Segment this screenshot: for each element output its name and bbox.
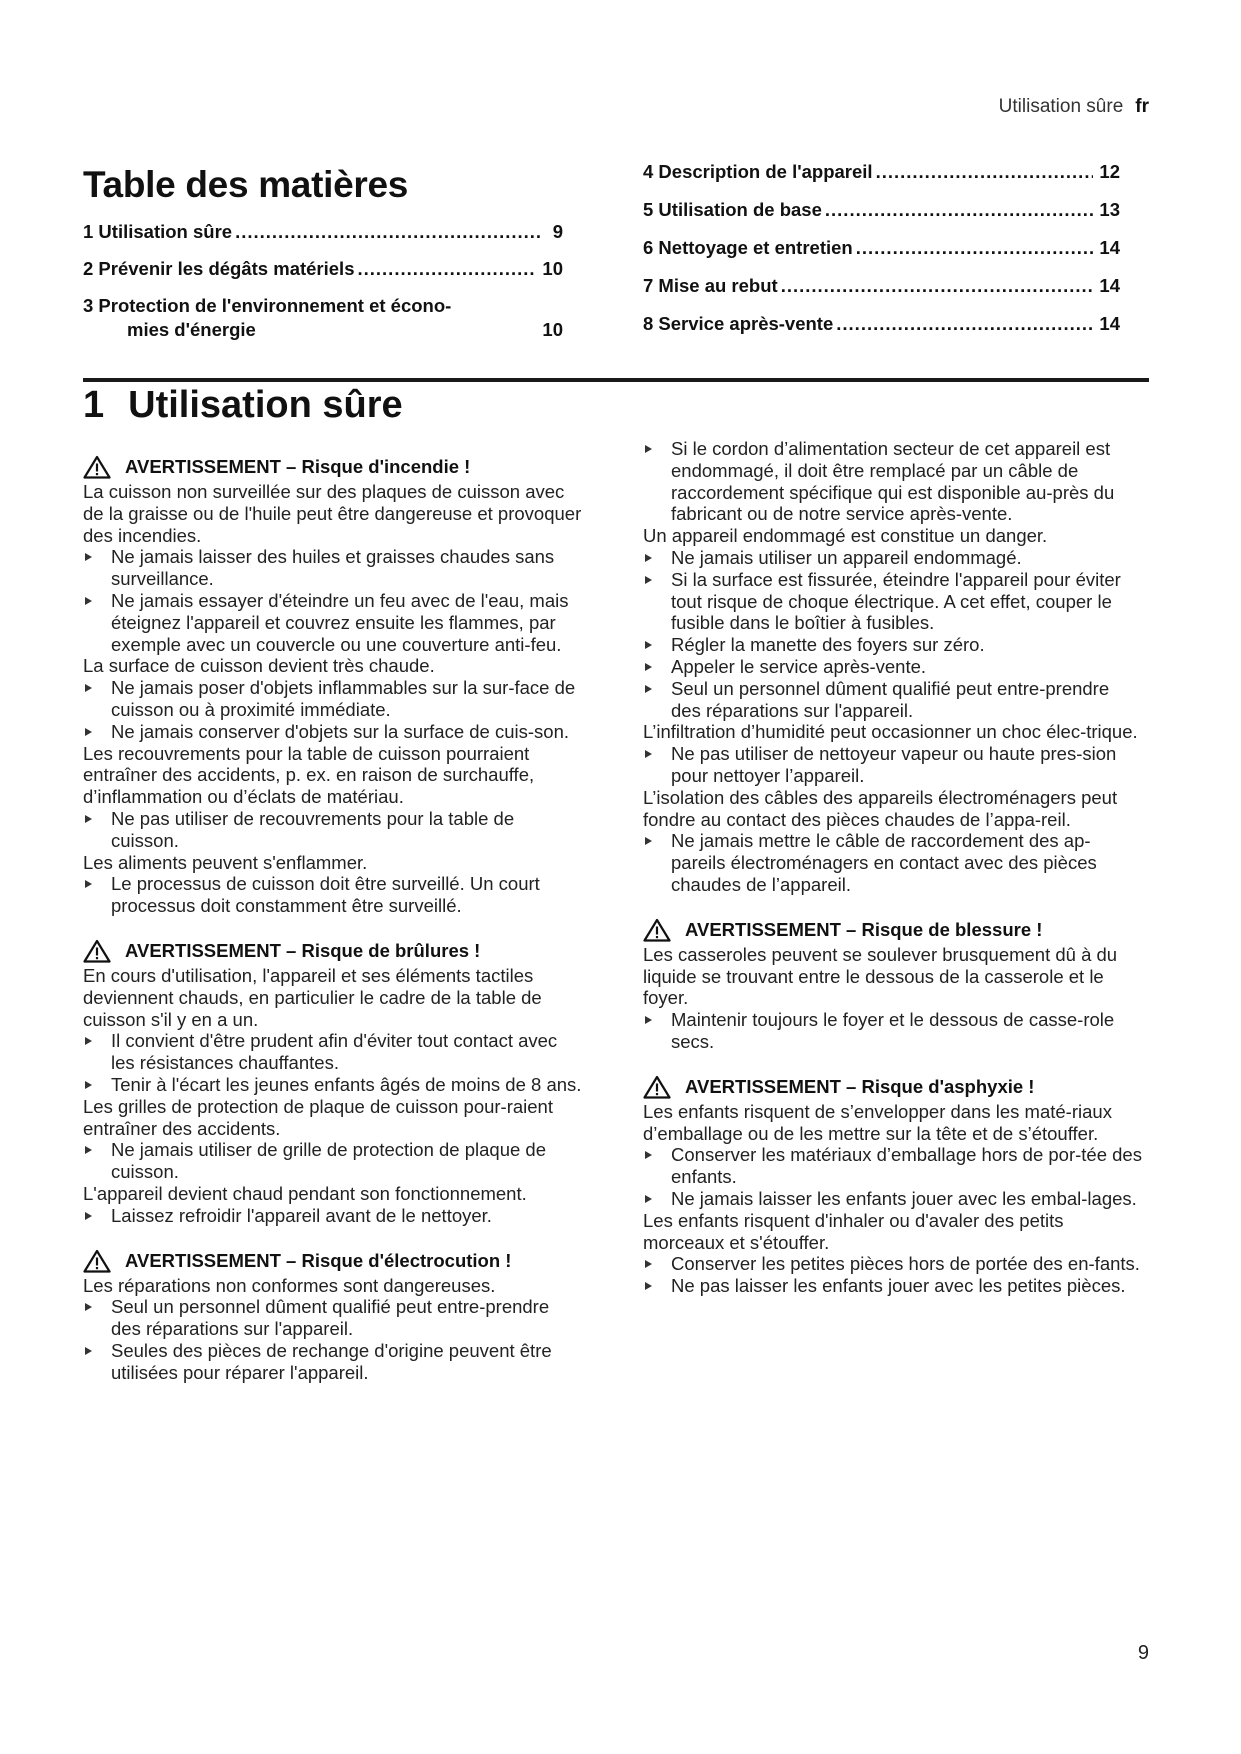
warning-title-text: AVERTISSEMENT – Risque de brûlures ! [125,940,481,962]
page-number: 9 [1137,1642,1149,1664]
bullet-item: Ne pas utiliser de nettoyeur vapeur ou haute pres-sion pour nettoyer l’appareil. [643,743,1143,787]
bullet-item: Ne jamais conserver d'objets sur la surface de cuis-son. [83,721,583,743]
warning-injury [643,918,1143,1053]
toc-entry-page: 10 [542,319,563,340]
warning-title [83,455,583,479]
toc-entry[interactable] [643,161,1120,183]
toc-entry[interactable] [643,275,1120,297]
bullet-item: Conserver les matériaux d’emballage hors de por-tée des enfants. [643,1144,1143,1188]
language-code: fr [1135,96,1149,117]
toc-entry-title: 2 Prévenir les dégâts matériels [83,258,355,279]
paragraph: La cuisson non surveillée sur des plaques de cuisson avec de la graisse ou de l'huile peut être dangereuse et provoquer des incendies. [83,481,582,546]
paragraph: Les casseroles peuvent se soulever brusquement dû à du liquide se trouvant entre le dessous de la casserole et le foyer. [643,943,1118,1009]
toc-entry-page: 14 [1099,275,1120,296]
bullet-list [83,1030,583,1095]
toc-entry-page: 13 [1099,199,1120,220]
toc-title: Table des matières [83,164,409,205]
bullet-item: Ne jamais utiliser de grille de protection de plaque de cuisson. [83,1139,583,1183]
paragraph: Les recouvrements pour la table de cuisson pourraient entraîner des accidents, p. ex. en raison de surchauffe, d’inflammation ou d’éclats de matériau. [83,742,535,808]
bullet-item: Seules des pièces de rechange d'origine peuvent être utilisées pour réparer l'appareil. [83,1340,583,1384]
toc-left-column [83,221,563,341]
toc-entry-title: 7 Mise au rebut [643,275,778,296]
bullet-list [83,546,583,655]
warning-title [643,1075,1143,1099]
toc-right-column [643,161,1120,351]
bullet-item: Ne jamais laisser les enfants jouer avec les embal-lages. [643,1188,1143,1210]
bullet-list [83,1205,583,1227]
running-header [999,96,1149,118]
bullet-item: Si le cordon d’alimentation secteur de cet appareil est endommagé, il doit être remplacé par un câble de raccordement spécifique qui est disponible au-près du fabricant ou de notre service après-vente. [643,438,1143,525]
toc-entry[interactable] [83,258,563,280]
bullet-list [83,677,583,742]
warning-fire [83,455,583,917]
toc-entry-title-cont: mies d'énergie [127,319,256,340]
bullet-item: Ne jamais poser d'objets inflammables sur la sur-face de cuisson ou à proximité immédiate. [83,677,583,721]
toc-entry-title: 8 Service après-vente [643,313,834,334]
paragraph: Les grilles de protection de plaque de cuisson pour-raient entraîner des accidents. [83,1095,553,1139]
bullet-item: Conserver les petites pièces hors de portée des en-fants. [643,1253,1143,1275]
bullet-item: Ne jamais utiliser un appareil endommagé. [643,547,1143,569]
bullet-list [83,873,583,917]
bullet-item: Ne pas utiliser de recouvrements pour la table de cuisson. [83,808,583,852]
paragraph: L’infiltration d’humidité peut occasionner un choc élec-trique. [643,721,1138,743]
section-title [83,384,403,427]
warning-triangle-icon [83,455,111,479]
bullet-item: Maintenir toujours le foyer et le dessous de casse-role secs. [643,1009,1143,1053]
paragraph: Les réparations non conformes sont dangereuses. [83,1274,496,1296]
warning-triangle-icon [83,939,111,963]
bullet-item: Laissez refroidir l'appareil avant de le nettoyer. [83,1205,583,1227]
bullet-list [83,1296,583,1383]
warning-title [643,918,1143,942]
running-header-title: Utilisation sûre [998,96,1124,117]
toc-entry-title: 1 Utilisation sûre [83,221,233,242]
toc-entry-page: 14 [1099,313,1120,334]
bullet-item: Seul un personnel dûment qualifié peut entre-prendre des réparations sur l'appareil. [83,1296,583,1340]
bullet-list [643,438,1143,525]
warning-title [83,1249,583,1273]
paragraph: Les enfants risquent de s’envelopper dans les maté-riaux d’emballage ou de les mettre sur la tête et de s’étouffer. [643,1100,1112,1144]
content-left-column [83,455,583,1405]
toc-entry-page: 12 [1099,161,1120,182]
toc-entry-title: 3 Protection de l'environnement et écono- [83,295,452,316]
bullet-item: Tenir à l'écart les jeunes enfants âgés de moins de 8 ans. [83,1074,583,1096]
warning-asphyxia [643,1075,1143,1297]
warning-triangle-icon [643,918,671,942]
bullet-list [643,1009,1143,1053]
bullet-list [83,808,583,852]
warning-title-text: AVERTISSEMENT – Risque de blessure ! [685,918,1043,940]
warning-burn [83,939,583,1227]
bullet-list [83,1139,583,1183]
paragraph: Les aliments peuvent s'enflammer. [83,851,368,873]
toc-entry-title: 6 Nettoyage et entretien [643,237,853,258]
paragraph: Un appareil endommagé est constitue un danger. [643,525,1048,547]
paragraph: La surface de cuisson devient très chaude. [83,655,435,677]
bullet-item: Régler la manette des foyers sur zéro. [643,634,1143,656]
section-title-text: Utilisation sûre [128,384,403,426]
bullet-list [643,830,1143,895]
section-divider [83,378,1149,382]
bullet-list [643,1144,1143,1209]
warning-title [83,939,583,963]
bullet-list [643,743,1143,787]
toc-entry[interactable] [83,295,563,341]
bullet-item: Seul un personnel dûment qualifié peut entre-prendre des réparations sur l'appareil. [643,678,1143,722]
toc-entry-page: 10 [542,258,563,279]
bullet-list [643,547,1143,721]
toc-entry-page: 9 [552,221,563,242]
bullet-item: Le processus de cuisson doit être surveillé. Un court processus doit constamment être surveillé. [83,873,583,917]
paragraph: L’isolation des câbles des appareils électroménagers peut fondre au contact des pièces chaudes de l’appa-reil. [643,786,1118,830]
toc-entry[interactable] [643,199,1120,221]
bullet-list [643,1253,1143,1297]
bullet-item: Il convient d'être prudent afin d'éviter tout contact avec les résistances chauffantes. [83,1030,583,1074]
toc-entry-page: 14 [1099,237,1120,258]
bullet-item: Ne pas laisser les enfants jouer avec les petites pièces. [643,1275,1143,1297]
toc-entry[interactable] [643,313,1120,335]
bullet-item: Ne jamais essayer d'éteindre un feu avec de l'eau, mais éteignez l'appareil et couvrez ensuite les flammes, par exemple avec un couvercle ou une couverture anti-feu. [83,590,583,655]
warning-electrocution-continued [643,438,1143,896]
bullet-item: Si la surface est fissurée, éteindre l'appareil pour éviter tout risque de choque électrique. A cet effet, couper le fusible dans le boîtier à fusibles. [643,569,1143,634]
paragraph: L'appareil devient chaud pendant son fonctionnement. [83,1182,527,1204]
section-number: 1 [83,384,105,426]
bullet-item: Appeler le service après-vente. [643,656,1143,678]
toc-entry[interactable] [643,237,1120,259]
toc-entry[interactable] [83,221,563,243]
content-right-column [643,438,1143,1319]
paragraph: En cours d'utilisation, l'appareil et ses éléments tactiles deviennent chauds, en particulier le cadre de la table de cuisson s'il y en a un. [83,964,542,1030]
warning-triangle-icon [643,1075,671,1099]
toc-entry-title: 5 Utilisation de base [643,199,822,220]
warning-title-text: AVERTISSEMENT – Risque d'asphyxie ! [685,1075,1035,1097]
paragraph: Les enfants risquent d'inhaler ou d'avaler des petits morceaux et s'étouffer. [643,1209,1064,1253]
bullet-item: Ne jamais mettre le câble de raccordement des ap-pareils électroménagers en contact avec des pièces chaudes de l’appareil. [643,830,1143,895]
warning-title-text: AVERTISSEMENT – Risque d'incendie ! [125,456,471,478]
toc-entry-title: 4 Description de l'appareil [643,161,873,182]
warning-triangle-icon [83,1249,111,1273]
warning-electrocution [83,1249,583,1384]
bullet-item: Ne jamais laisser des huiles et graisses chaudes sans surveillance. [83,546,583,590]
warning-title-text: AVERTISSEMENT – Risque d'électrocution ! [125,1249,512,1271]
